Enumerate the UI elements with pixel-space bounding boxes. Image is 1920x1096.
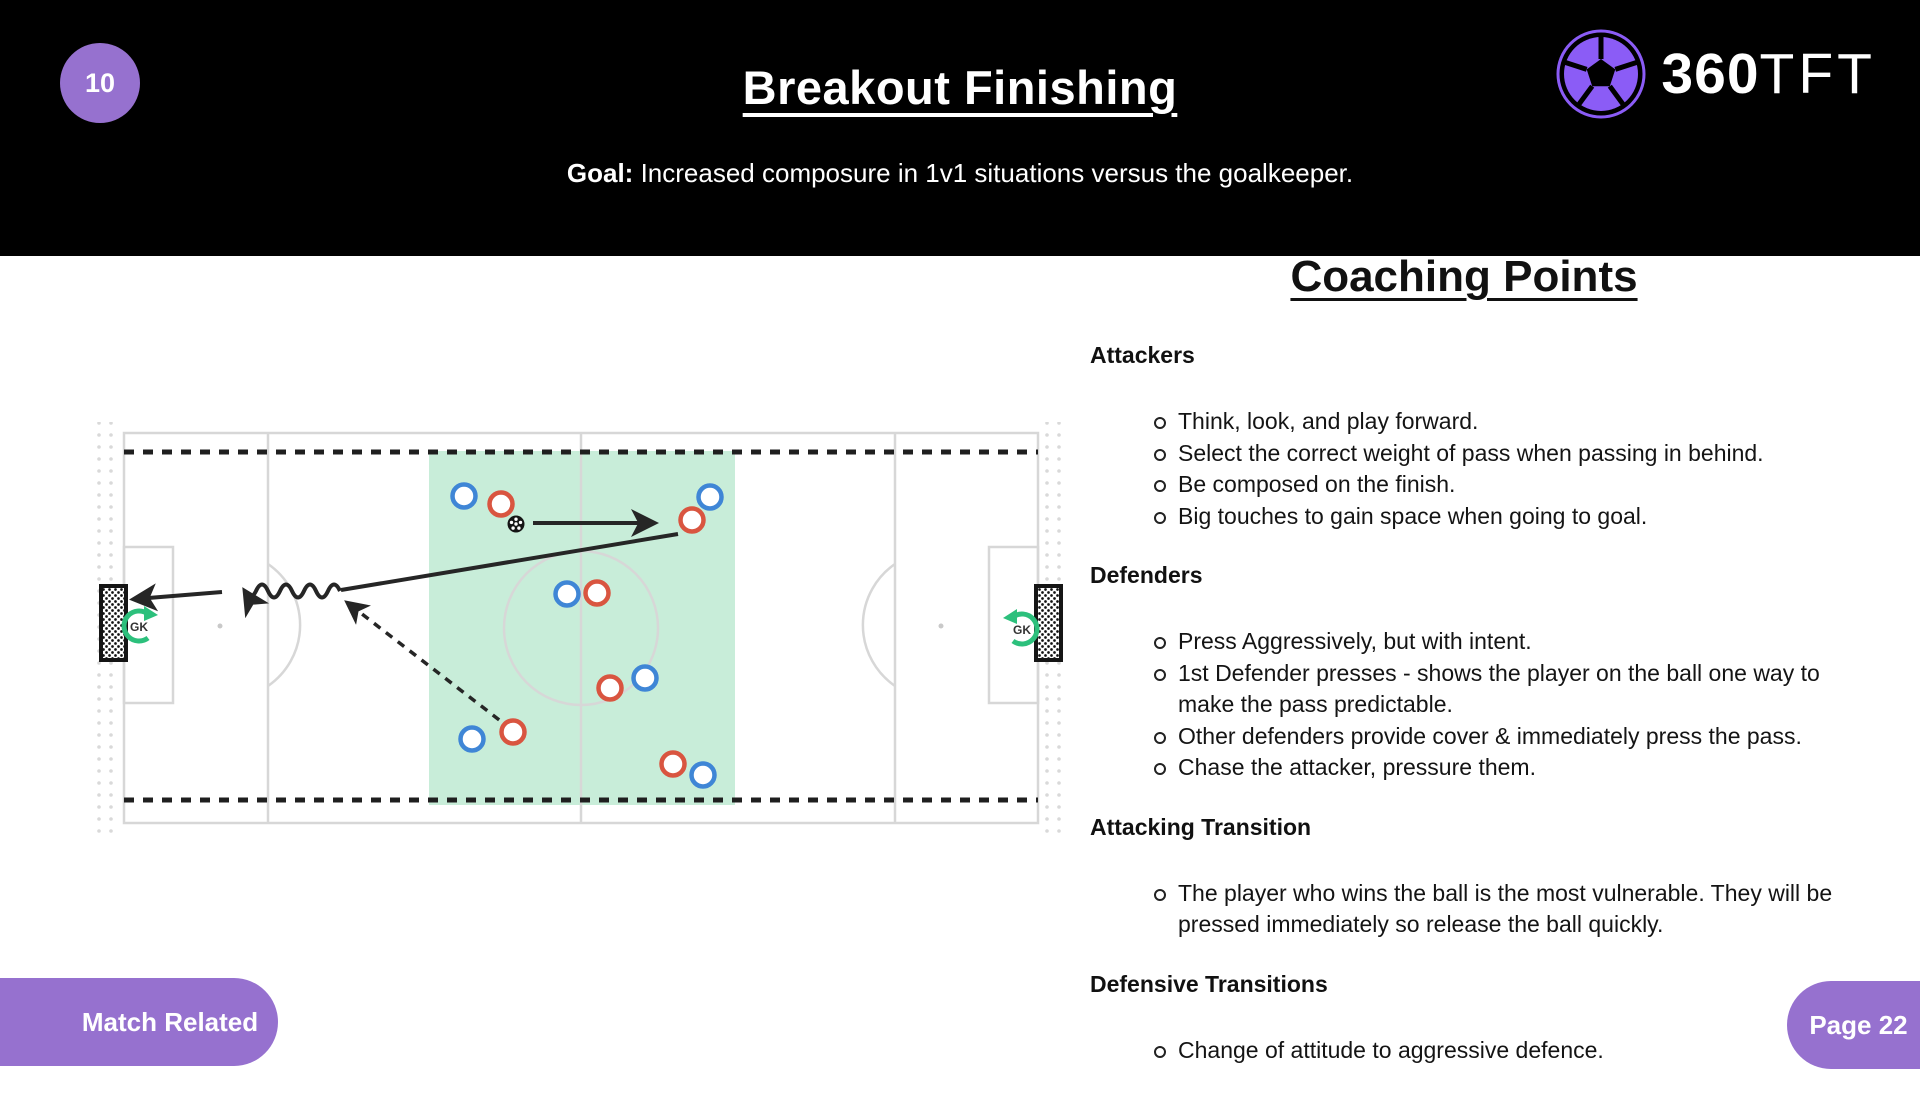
brand-logo bbox=[1555, 26, 1876, 122]
movement-shot-arrow bbox=[136, 592, 222, 599]
coaching-section-heading: Defenders bbox=[1090, 562, 1203, 588]
session-number: 10 bbox=[84, 67, 116, 98]
coaching-section bbox=[1090, 562, 1838, 784]
gk-icon-right bbox=[1003, 609, 1037, 644]
player-marker-red bbox=[681, 509, 704, 532]
page-number-pill bbox=[1787, 981, 1920, 1069]
coaching-point: Big touches to gain space when going to goal. bbox=[1152, 501, 1838, 533]
player-marker-red bbox=[586, 582, 609, 605]
coaching-section-heading: Attacking Transition bbox=[1090, 813, 1312, 840]
brand-tft: TFT bbox=[1759, 42, 1876, 106]
svg-text:GK: GK bbox=[1013, 623, 1031, 637]
player-marker-red bbox=[599, 677, 622, 700]
coaching-point: Be composed on the finish. bbox=[1152, 469, 1838, 501]
player-marker-blue bbox=[634, 667, 657, 690]
coaching-point: 1st Defender presses - shows the player on the ball one way to make the pass predictable. bbox=[1152, 658, 1838, 721]
coaching-section bbox=[1090, 342, 1838, 532]
coaching-bullet-list bbox=[1090, 406, 1838, 532]
coaching-bullet-list bbox=[1090, 878, 1838, 941]
coaching-point: Think, look, and play forward. bbox=[1152, 406, 1838, 438]
coaching-bullet-list bbox=[1090, 626, 1838, 784]
svg-text:GK: GK bbox=[130, 620, 148, 634]
coaching-bullet-list bbox=[1090, 1035, 1838, 1067]
coaching-section bbox=[1090, 814, 1838, 941]
category-label: Match Related bbox=[81, 1006, 259, 1037]
player-marker-red bbox=[490, 493, 513, 516]
coaching-point: Press Aggressively, but with intent. bbox=[1152, 626, 1838, 658]
soccer-ball-icon bbox=[1555, 28, 1647, 120]
penalty-spot-left bbox=[218, 624, 223, 629]
coaching-section-heading: Attackers bbox=[1090, 342, 1195, 368]
coaching-points-panel bbox=[1090, 252, 1838, 1096]
ball-icon bbox=[508, 516, 525, 533]
player-marker-red bbox=[502, 721, 525, 744]
coaching-section bbox=[1090, 971, 1838, 1067]
player-marker-blue bbox=[461, 728, 484, 751]
player-marker-blue bbox=[692, 764, 715, 787]
goal-text: Increased composure in 1v1 situations versus the goalkeeper. bbox=[640, 158, 1354, 188]
coaching-point: The player who wins the ball is the most vulnerable. They will be pressed immediately so release the ball quickly. bbox=[1152, 878, 1838, 941]
drill-diagram bbox=[85, 410, 1085, 850]
player-marker-blue bbox=[556, 583, 579, 606]
header-bar bbox=[0, 0, 1920, 256]
coaching-section-heading: Defensive Transitions bbox=[1090, 970, 1328, 997]
category-pill bbox=[0, 978, 278, 1066]
player-marker-blue bbox=[453, 485, 476, 508]
coaching-points-title: Coaching Points bbox=[1290, 252, 1638, 301]
player-marker-red bbox=[662, 753, 685, 776]
coaching-point: Change of attitude to aggressive defence. bbox=[1152, 1035, 1838, 1067]
brand-wordmark bbox=[1661, 41, 1876, 107]
player-marker-blue bbox=[699, 486, 722, 509]
pitch-markings bbox=[124, 433, 1038, 823]
penalty-spot-right bbox=[939, 624, 944, 629]
goal-label: Goal: bbox=[566, 158, 634, 188]
coaching-point: Select the correct weight of pass when passing in behind. bbox=[1152, 438, 1838, 470]
brand-360: 360 bbox=[1661, 42, 1760, 106]
page-number-label: Page 22 bbox=[1809, 1009, 1908, 1040]
coaching-point: Chase the attacker, pressure them. bbox=[1152, 752, 1838, 784]
gk-icon-left bbox=[124, 606, 158, 641]
session-goal bbox=[0, 158, 1920, 189]
coaching-sections bbox=[1090, 342, 1838, 1066]
pitch-svg bbox=[85, 410, 1085, 850]
page-title: Breakout Finishing bbox=[742, 61, 1178, 114]
movement-dribble-squiggle bbox=[246, 585, 340, 598]
goal-right bbox=[1036, 586, 1061, 660]
coaching-point: Other defenders provide cover & immediately press the pass. bbox=[1152, 721, 1838, 753]
